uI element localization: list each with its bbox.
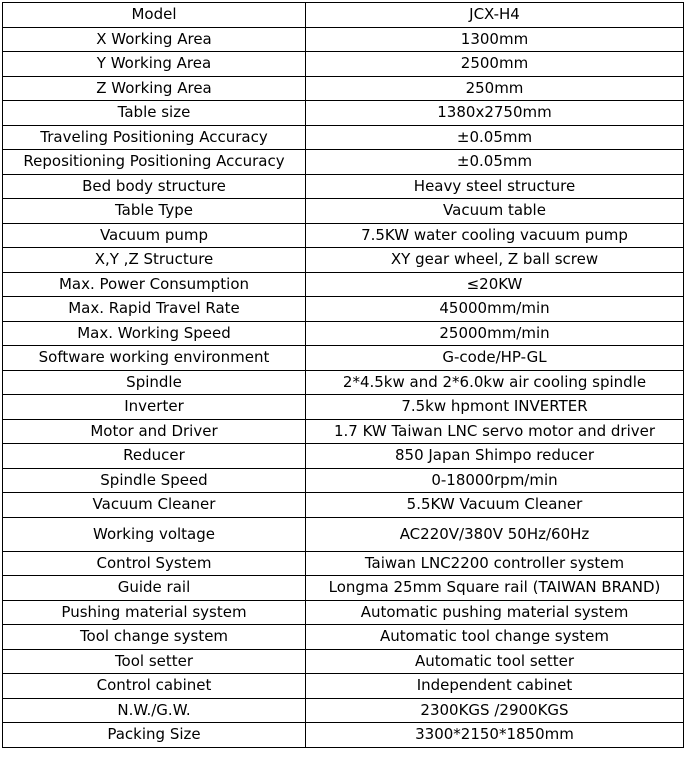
spec-label: X Working Area bbox=[3, 27, 306, 52]
spec-label: Motor and Driver bbox=[3, 419, 306, 444]
spec-value: Longma 25mm Square rail (TAIWAN BRAND) bbox=[306, 576, 684, 601]
spec-label: Software working environment bbox=[3, 346, 306, 371]
spec-label: Model bbox=[3, 3, 306, 28]
spec-value: 3300*2150*1850mm bbox=[306, 723, 684, 748]
table-row bbox=[3, 174, 684, 199]
spec-label: N.W./G.W. bbox=[3, 698, 306, 723]
spec-value: 1.7 KW Taiwan LNC servo motor and driver bbox=[306, 419, 684, 444]
table-row bbox=[3, 517, 684, 551]
spec-label: Working voltage bbox=[3, 517, 306, 551]
spec-label: Traveling Positioning Accuracy bbox=[3, 125, 306, 150]
spec-value: 25000mm/min bbox=[306, 321, 684, 346]
spec-label: Guide rail bbox=[3, 576, 306, 601]
spec-table bbox=[2, 2, 684, 748]
spec-value: ±0.05mm bbox=[306, 125, 684, 150]
spec-label: Z Working Area bbox=[3, 76, 306, 101]
table-row bbox=[3, 321, 684, 346]
table-row bbox=[3, 723, 684, 748]
table-row bbox=[3, 3, 684, 28]
spec-label: Vacuum pump bbox=[3, 223, 306, 248]
spec-value: G-code/HP-GL bbox=[306, 346, 684, 371]
table-row bbox=[3, 223, 684, 248]
table-row bbox=[3, 551, 684, 576]
table-row bbox=[3, 125, 684, 150]
spec-label: Y Working Area bbox=[3, 52, 306, 77]
table-row bbox=[3, 600, 684, 625]
spec-label: Tool change system bbox=[3, 625, 306, 650]
spec-label: Control cabinet bbox=[3, 674, 306, 699]
spec-value: Automatic pushing material system bbox=[306, 600, 684, 625]
spec-value: Heavy steel structure bbox=[306, 174, 684, 199]
table-row bbox=[3, 576, 684, 601]
spec-value: 7.5KW water cooling vacuum pump bbox=[306, 223, 684, 248]
spec-label: X,Y ,Z Structure bbox=[3, 248, 306, 273]
spec-label: Max. Power Consumption bbox=[3, 272, 306, 297]
spec-value: ≤20KW bbox=[306, 272, 684, 297]
spec-label: Table size bbox=[3, 101, 306, 126]
table-row bbox=[3, 419, 684, 444]
spec-label: Control System bbox=[3, 551, 306, 576]
table-row bbox=[3, 101, 684, 126]
spec-table-body bbox=[3, 3, 684, 748]
spec-label: Inverter bbox=[3, 395, 306, 420]
spec-label: Bed body structure bbox=[3, 174, 306, 199]
spec-label: Tool setter bbox=[3, 649, 306, 674]
spec-label: Vacuum Cleaner bbox=[3, 493, 306, 518]
spec-label: Repositioning Positioning Accuracy bbox=[3, 150, 306, 175]
spec-label: Max. Working Speed bbox=[3, 321, 306, 346]
table-row bbox=[3, 248, 684, 273]
table-row bbox=[3, 150, 684, 175]
spec-label: Max. Rapid Travel Rate bbox=[3, 297, 306, 322]
spec-label: Pushing material system bbox=[3, 600, 306, 625]
spec-value: AC220V/380V 50Hz/60Hz bbox=[306, 517, 684, 551]
table-row bbox=[3, 649, 684, 674]
table-row bbox=[3, 199, 684, 224]
spec-value: Vacuum table bbox=[306, 199, 684, 224]
table-row bbox=[3, 52, 684, 77]
spec-value: Taiwan LNC2200 controller system bbox=[306, 551, 684, 576]
spec-value: 5.5KW Vacuum Cleaner bbox=[306, 493, 684, 518]
spec-label: Spindle bbox=[3, 370, 306, 395]
table-row bbox=[3, 395, 684, 420]
table-row bbox=[3, 468, 684, 493]
spec-label: Table Type bbox=[3, 199, 306, 224]
table-row bbox=[3, 370, 684, 395]
table-row bbox=[3, 346, 684, 371]
spec-value: ±0.05mm bbox=[306, 150, 684, 175]
spec-value: 7.5kw hpmont INVERTER bbox=[306, 395, 684, 420]
spec-value: JCX-H4 bbox=[306, 3, 684, 28]
spec-value: 1380x2750mm bbox=[306, 101, 684, 126]
spec-label: Spindle Speed bbox=[3, 468, 306, 493]
table-row bbox=[3, 444, 684, 469]
spec-value: 0-18000rpm/min bbox=[306, 468, 684, 493]
table-row bbox=[3, 297, 684, 322]
table-row bbox=[3, 493, 684, 518]
spec-value: 45000mm/min bbox=[306, 297, 684, 322]
spec-value: 2*4.5kw and 2*6.0kw air cooling spindle bbox=[306, 370, 684, 395]
spec-value: 1300mm bbox=[306, 27, 684, 52]
spec-value: XY gear wheel, Z ball screw bbox=[306, 248, 684, 273]
spec-value: Independent cabinet bbox=[306, 674, 684, 699]
table-row bbox=[3, 76, 684, 101]
table-row bbox=[3, 698, 684, 723]
spec-value: 850 Japan Shimpo reducer bbox=[306, 444, 684, 469]
table-row bbox=[3, 674, 684, 699]
spec-value: Automatic tool change system bbox=[306, 625, 684, 650]
spec-value: 2500mm bbox=[306, 52, 684, 77]
spec-value: 2300KGS /2900KGS bbox=[306, 698, 684, 723]
table-row bbox=[3, 27, 684, 52]
table-row bbox=[3, 272, 684, 297]
spec-label: Packing Size bbox=[3, 723, 306, 748]
table-row bbox=[3, 625, 684, 650]
spec-value: 250mm bbox=[306, 76, 684, 101]
spec-value: Automatic tool setter bbox=[306, 649, 684, 674]
spec-label: Reducer bbox=[3, 444, 306, 469]
